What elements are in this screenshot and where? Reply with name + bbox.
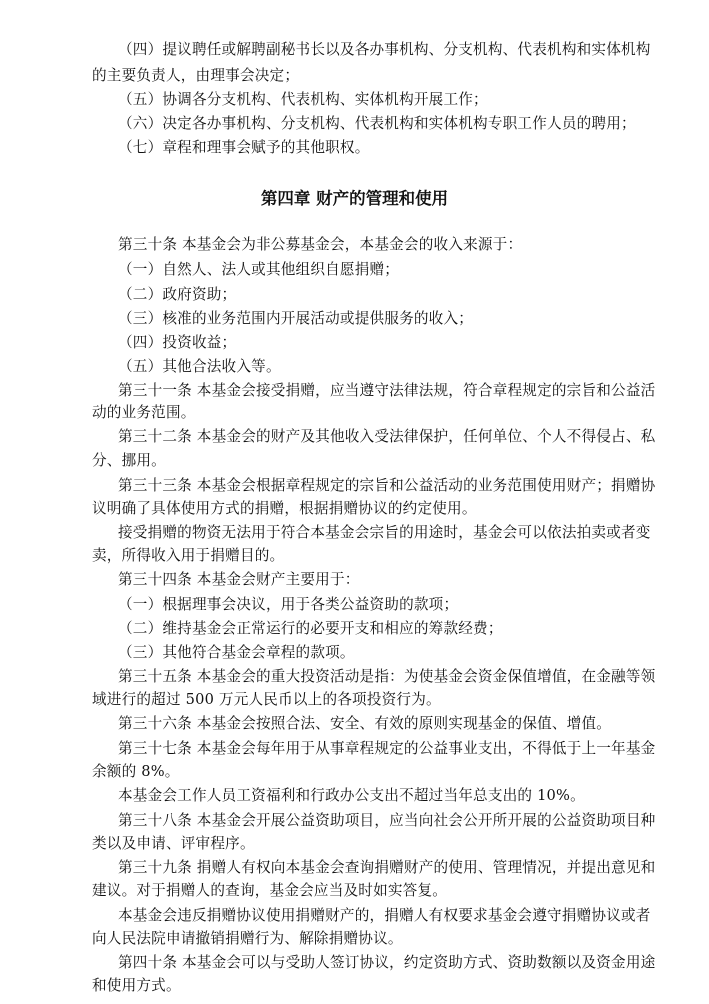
text-line: （一）根据理事会决议，用于各类公益资助的款项； — [118, 596, 459, 613]
text-line: 本基金会工作人员工资福利和行政办公支出不超过当年总支出的 10%。 — [118, 787, 585, 804]
text-line: 的主要负责人，由理事会决定； — [92, 67, 300, 84]
text-line: 第三十七条 本基金会每年用于从事章程规定的公益事业支出，不得低于上一年基金 — [118, 740, 656, 757]
text-line: （二）政府资助； — [118, 286, 237, 303]
text-line: 第三十九条 捐赠人有权向本基金会查询捐赠财产的使用、管理情况，并提出意见和 — [118, 859, 656, 876]
text-line: 第三十一条 本基金会接受捐赠，应当遵守法律法规，符合章程规定的宗旨和公益活 — [118, 382, 656, 399]
text-line: 第三十三条 本基金会根据章程规定的宗旨和公益活动的业务范围使用财产；捐赠协 — [118, 477, 656, 494]
text-line: （二）维持基金会正常运行的必要开支和相应的筹款经费； — [118, 620, 503, 637]
text-line: 接受捐赠的物资无法用于符合本基金会宗旨的用途时，基金会可以依法拍卖或者变 — [118, 524, 651, 541]
text-line: （五）其他合法收入等。 — [118, 358, 281, 375]
text-line: 第三十五条 本基金会的重大投资活动是指：为使基金会资金保值增值，在金融等领 — [118, 668, 656, 685]
text-line: 分、挪用。 — [92, 452, 166, 469]
chapter-title: 第四章 财产的管理和使用 — [260, 189, 449, 208]
text-line: 向人民法院申请撤销捐赠行为、解除捐赠协议。 — [92, 930, 403, 947]
text-line: 议明确了具体使用方式的捐赠，根据捐赠协议的约定使用。 — [92, 500, 477, 517]
text-line: 余额的 8%。 — [92, 763, 180, 780]
text-line: 第四十条 本基金会可以与受助人签订协议，约定资助方式、资助数额以及资金用途 — [118, 954, 656, 971]
text-line: 建议。对于捐赠人的查询，基金会应当及时如实答复。 — [92, 882, 448, 899]
text-line: 动的业务范围。 — [92, 404, 196, 421]
text-line: 第三十八条 本基金会开展公益资助项目，应当向社会公开所开展的公益资助项目种 — [118, 812, 656, 829]
text-line: 第三十条 本基金会为非公募基金会，本基金会的收入来源于： — [118, 236, 523, 253]
text-line: 类以及申请、评审程序。 — [92, 835, 255, 852]
text-line: 本基金会违反捐赠协议使用捐赠财产的，捐赠人有权要求基金会遵守捐赠协议或者 — [118, 907, 651, 924]
text-line: （四）提议聘任或解聘副秘书长以及各办事机构、分支机构、代表机构和实体机构 — [118, 41, 651, 58]
text-line: 第三十二条 本基金会的财产及其他收入受法律保护，任何单位、个人不得侵占、私 — [118, 428, 656, 445]
text-line: 域进行的超过 500 万元人民币以上的各项投资行为。 — [92, 691, 441, 708]
text-line: （四）投资收益； — [118, 334, 237, 351]
text-line: （三）核准的业务范围内开展活动或提供服务的收入； — [118, 310, 474, 327]
text-line: 第三十四条 本基金会财产主要用于： — [118, 571, 360, 588]
text-line: 卖，所得收入用于捐赠目的。 — [92, 547, 285, 564]
text-line: 第三十六条 本基金会按照合法、安全、有效的原则实现基金的保值、增值。 — [118, 715, 612, 732]
text-line: 和使用方式。 — [92, 977, 181, 994]
text-line: （六）决定各办事机构、分支机构、代表机构和实体机构专职工作人员的聘用； — [118, 115, 636, 132]
text-line: （五）协调各分支机构、代表机构、实体机构开展工作； — [118, 91, 488, 108]
text-line: （一）自然人、法人或其他组织自愿捐赠； — [118, 261, 400, 278]
text-line: （三）其他符合基金会章程的款项。 — [118, 644, 355, 661]
text-line: （七）章程和理事会赋予的其他职权。 — [118, 139, 370, 156]
